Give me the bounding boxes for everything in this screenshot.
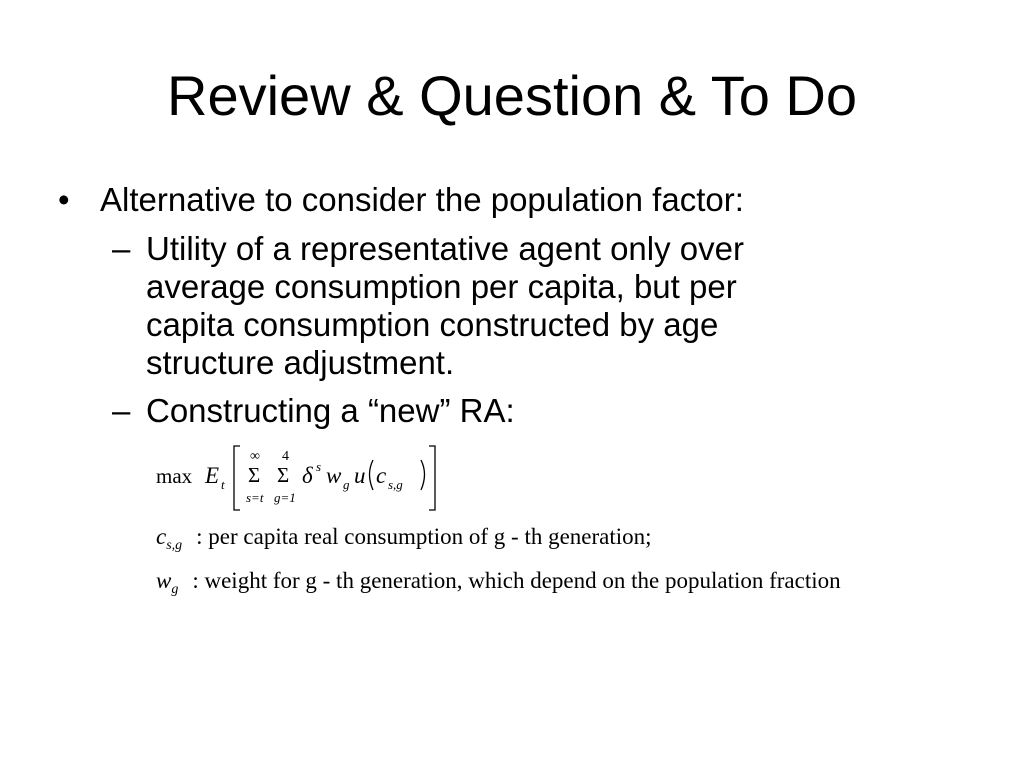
subbullet-line: structure adjustment. <box>146 344 455 381</box>
sum2-upper: 4 <box>282 449 289 464</box>
bullet-text: Alternative to consider the population factor: <box>100 181 744 218</box>
formula-w: w <box>326 463 342 488</box>
subbullet-text <box>146 392 515 430</box>
formula-sub-g: g <box>343 477 350 492</box>
formula-delta: δ <box>302 463 313 488</box>
formula-max: max <box>156 464 193 488</box>
formula-c: c <box>376 463 387 488</box>
definition-var: c <box>156 524 167 549</box>
formula-sub-sg: s,g <box>388 477 403 492</box>
subbullet-line: capita consumption constructed by age <box>146 306 719 343</box>
subbullet-marker: – <box>112 392 131 429</box>
definition-text: : per capita real consumption of g - th generation; <box>196 524 652 549</box>
left-bracket <box>234 446 240 510</box>
formula-sup-s: s <box>316 459 322 474</box>
subbullet-line: Constructing a “new” RA: <box>146 392 515 429</box>
subbullet-text <box>146 230 744 382</box>
definition-w <box>156 568 841 598</box>
bullet-marker: • <box>58 181 70 218</box>
slide-title: Review & Question & To Do <box>167 64 857 127</box>
sum2-sigma: Σ <box>277 463 290 487</box>
definition-text: : weight for g - th generation, which depend on the population fraction <box>192 568 841 593</box>
subbullet-marker: – <box>112 230 131 267</box>
sum1-sigma: Σ <box>248 463 261 487</box>
right-bracket <box>429 446 435 510</box>
right-paren <box>421 460 425 490</box>
formula-expectation: E <box>205 463 220 488</box>
sum1-lower: s=t <box>246 490 264 505</box>
definition-sub: g <box>171 582 179 597</box>
definition-c <box>156 524 652 554</box>
sum1-upper: ∞ <box>250 449 260 464</box>
definition-sub: s,g <box>166 538 183 553</box>
left-paren <box>370 460 374 490</box>
formula-sub-t: t <box>221 477 225 492</box>
definition-var: w <box>156 568 172 593</box>
subbullet-line: average consumption per capita, but per <box>146 268 737 305</box>
formula-u: u <box>354 463 366 488</box>
sum2-lower: g=1 <box>274 490 296 505</box>
subbullet-line: Utility of a representative agent only over <box>146 230 744 267</box>
objective-formula <box>156 440 456 516</box>
